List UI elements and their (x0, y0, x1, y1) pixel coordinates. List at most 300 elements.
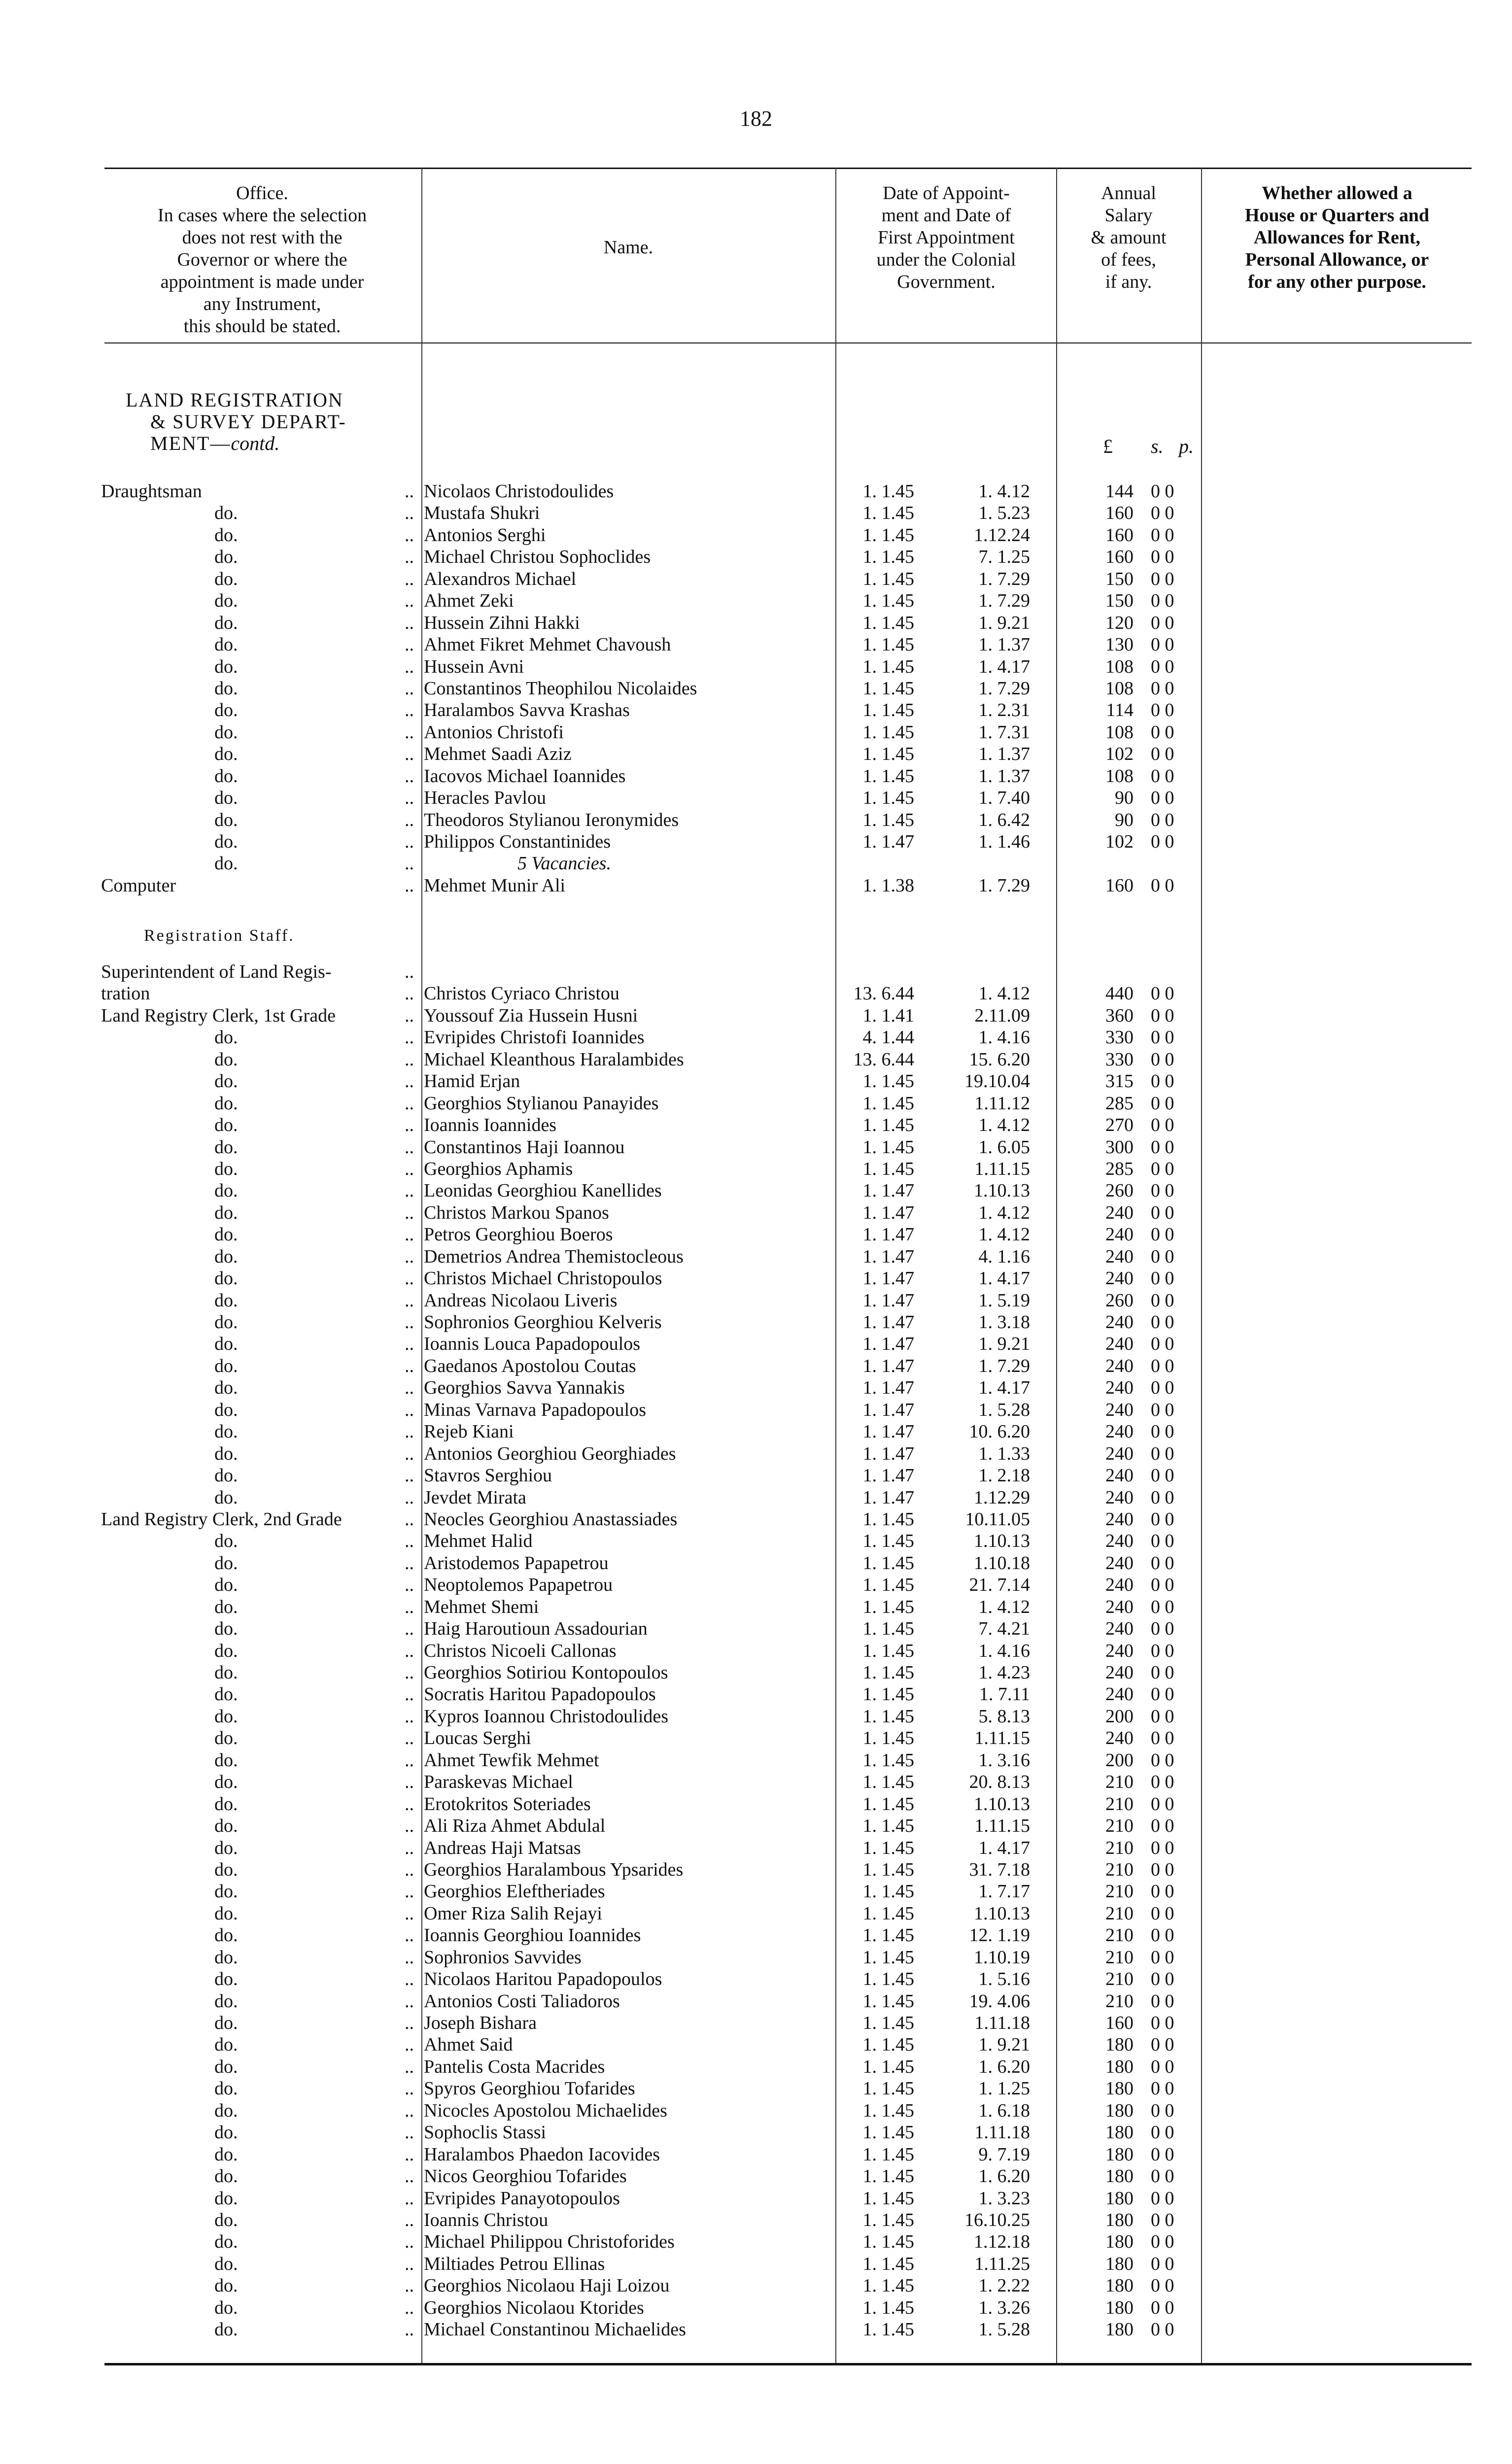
table-row (0, 1618, 1512, 1640)
table-row (0, 743, 1512, 765)
office-cell: do. (214, 1749, 238, 1771)
leader-dots: .. (405, 1706, 414, 1727)
office-cell: do. (214, 656, 238, 677)
name-cell: Antonios Costi Taliadoros (424, 1990, 620, 2012)
table-row (0, 1640, 1512, 1662)
name-cell: Michael Constantinou Michaelides (424, 2319, 686, 2340)
table-row (0, 2165, 1512, 2187)
name-cell: Ahmet Tewfik Mehmet (424, 1749, 599, 1771)
first-appointment-date-cell: 1. 4.12 (978, 1202, 1030, 1223)
name-cell: Neocles Georghiou Anastassiades (424, 1508, 678, 1530)
appointment-date-cell: 1. 1.45 (862, 1881, 914, 1902)
appointment-date-cell: 1. 1.47 (862, 1355, 914, 1376)
name-cell: Mehmet Halid (424, 1531, 533, 1552)
salary-pounds-cell: 240 (1105, 1399, 1134, 1420)
name-cell: Christos Michael Christopoulos (424, 1268, 662, 1289)
table-row (0, 568, 1512, 590)
table-row (0, 1093, 1512, 1114)
section-title-line: & SURVEY DEPART- (150, 411, 346, 433)
salary-shillings-pence-cell: 0 0 (1151, 1399, 1174, 1420)
office-cell: do. (214, 1706, 238, 1727)
salary-pounds-cell: 260 (1105, 1290, 1134, 1311)
leader-dots: .. (405, 1115, 414, 1136)
first-appointment-date-cell: 1. 6.42 (978, 809, 1030, 830)
salary-pounds-cell: 160 (1105, 875, 1134, 896)
salary-shillings-pence-cell: 0 0 (1151, 1531, 1174, 1552)
leader-dots: .. (405, 2013, 414, 2033)
name-cell: Sophronios Georghiou Kelveris (424, 1312, 662, 1333)
salary-pounds-cell: 210 (1105, 1903, 1134, 1924)
office-cell: do. (214, 568, 238, 589)
appointment-date-cell: 1. 1.45 (862, 787, 914, 809)
appointment-date-cell: 1. 1.45 (862, 2034, 914, 2055)
office-cell: do. (214, 1202, 238, 1223)
name-cell: Mustafa Shukri (424, 503, 540, 524)
first-appointment-date-cell: 20. 8.13 (969, 1772, 1030, 1793)
salary-shillings-pence-cell: 0 0 (1151, 2319, 1174, 2340)
appointment-date-cell: 1. 1.45 (862, 2144, 914, 2165)
appointment-date-cell: 1. 1.45 (862, 1071, 914, 1092)
name-cell: Iacovos Michael Ioannides (424, 765, 626, 787)
name-cell: Loucas Serghi (424, 1728, 531, 1749)
salary-pounds-cell: 240 (1105, 1487, 1134, 1508)
name-cell: Spyros Georghiou Tofarides (424, 2078, 635, 2099)
salary-shillings-pence-cell: 0 0 (1151, 700, 1174, 721)
salary-pounds-cell: 330 (1105, 1049, 1134, 1070)
table-row (0, 1049, 1512, 1070)
office-cell: do. (214, 1312, 238, 1333)
salary-pounds-cell: 315 (1105, 1071, 1134, 1092)
table-row (0, 2122, 1512, 2143)
office-cell: do. (214, 1268, 238, 1289)
salary-shillings-pence-cell: 0 0 (1151, 1749, 1174, 1771)
salary-pounds-cell: 210 (1105, 1990, 1134, 2012)
office-cell: do. (214, 2034, 238, 2055)
table-row (0, 1421, 1512, 1442)
salary-shillings-pence-cell: 0 0 (1151, 1552, 1174, 1574)
table-row (0, 1508, 1512, 1530)
salary-shillings-pence-cell: 0 0 (1151, 2013, 1174, 2033)
table-row (0, 2188, 1512, 2209)
leader-dots: .. (405, 744, 414, 765)
salary-pounds-cell: 285 (1105, 1093, 1134, 1114)
leader-dots: .. (405, 1421, 414, 1442)
name-cell: Ioannis Louca Papadopoulos (424, 1334, 641, 1355)
leader-dots: .. (405, 831, 414, 852)
first-appointment-date-cell: 1. 6.18 (978, 2100, 1030, 2121)
appointment-date-cell: 1. 1.45 (862, 1837, 914, 1858)
first-appointment-date-cell: 1. 2.31 (978, 700, 1030, 721)
appointment-date-cell: 1. 1.47 (862, 1312, 914, 1333)
salary-shillings-pence-cell: 0 0 (1151, 2144, 1174, 2165)
name-cell: Georghios Haralambous Ypsarides (424, 1859, 684, 1880)
appointment-date-cell: 13. 6.44 (853, 983, 914, 1004)
office-cell: do. (214, 2122, 238, 2143)
office-cell: do. (214, 1246, 238, 1267)
name-cell: Alexandros Michael (424, 568, 577, 589)
name-cell: Georghios Nicolaou Haji Loizou (424, 2275, 670, 2296)
table-row (0, 831, 1512, 853)
first-appointment-date-cell: 1. 7.11 (979, 1684, 1030, 1705)
name-cell: Nicolaos Christodoulides (424, 481, 614, 502)
leader-dots: .. (405, 1005, 414, 1026)
table-row (0, 853, 1512, 874)
first-appointment-date-cell: 1. 6.05 (978, 1136, 1030, 1158)
table-row (0, 1683, 1512, 1705)
first-appointment-date-cell: 1.10.18 (974, 1552, 1030, 1574)
appointment-date-cell: 1. 1.47 (862, 1246, 914, 1267)
salary-pounds-cell: 240 (1105, 1334, 1134, 1355)
first-appointment-date-cell: 1. 7.29 (978, 875, 1030, 896)
first-appointment-date-cell: 1. 2.22 (978, 2275, 1030, 2296)
first-appointment-date-cell: 10. 6.20 (969, 1421, 1030, 1442)
salary-pounds-cell: 144 (1105, 481, 1134, 502)
table-row (0, 1924, 1512, 1946)
section-title-line (126, 433, 346, 454)
table-row (0, 1552, 1512, 1574)
table-row (0, 590, 1512, 612)
salary-pounds-cell: 180 (1105, 2297, 1134, 2318)
appointment-date-cell: 1. 1.45 (862, 1093, 914, 1114)
page-number: 182 (740, 106, 772, 131)
salary-pounds-cell: 200 (1105, 1749, 1134, 1771)
office-cell: do. (214, 1049, 238, 1070)
office-cell: do. (214, 1115, 238, 1136)
salary-shillings-pence-cell: 0 0 (1151, 1990, 1174, 2012)
office-cell: do. (214, 2166, 238, 2187)
office-cell: do. (214, 1377, 238, 1399)
leader-dots: .. (405, 721, 414, 743)
header-salary-line: if any. (1105, 272, 1152, 292)
name-cell: Hussein Avni (424, 656, 524, 677)
name-cell: Sophoclis Stassi (424, 2122, 547, 2143)
salary-pounds-cell: 240 (1105, 1552, 1134, 1574)
name-cell: Omer Riza Salih Rejayi (424, 1903, 602, 1924)
salary-shillings-pence-cell: 0 0 (1151, 1312, 1174, 1333)
salary-shillings-pence-cell: 0 0 (1151, 1662, 1174, 1683)
salary-shillings-pence-cell: 0 0 (1151, 634, 1174, 655)
name-cell: Ahmet Zeki (424, 590, 514, 612)
header-office (104, 182, 420, 338)
salary-pounds-cell: 240 (1105, 1443, 1134, 1464)
office-cell: Computer (101, 875, 176, 896)
first-appointment-date-cell: 1.12.29 (974, 1487, 1030, 1508)
salary-shillings-pence-cell: 0 0 (1151, 1246, 1174, 1267)
office-cell: do. (214, 700, 238, 721)
salary-pounds-cell: 240 (1105, 1377, 1134, 1399)
salary-pounds-cell: 360 (1105, 1005, 1134, 1026)
office-cell: do. (214, 1531, 238, 1552)
first-appointment-date-cell: 1. 5.19 (978, 1290, 1030, 1311)
name-cell: Haig Haroutioun Assadourian (424, 1618, 648, 1640)
name-cell: Constantinos Theophilou Nicolaides (424, 678, 697, 699)
office-cell: do. (214, 2209, 238, 2230)
salary-pounds-cell: 180 (1105, 2275, 1134, 2296)
leader-dots: .. (405, 1925, 414, 1946)
vacancies-note: 5 Vacancies. (517, 853, 611, 874)
salary-pounds-cell: 210 (1105, 1947, 1134, 1968)
first-appointment-date-cell: 4. 1.16 (978, 1246, 1030, 1267)
first-appointment-date-cell: 1. 1.33 (978, 1443, 1030, 1464)
leader-dots: .. (405, 1990, 414, 2012)
salary-shillings-pence-cell: 0 0 (1151, 2122, 1174, 2143)
name-cell: Andreas Haji Matsas (424, 1837, 581, 1858)
leader-dots: .. (405, 1903, 414, 1924)
header-date-line: First Appointment (878, 227, 1015, 248)
salary-pounds-cell: 108 (1105, 765, 1134, 787)
salary-pounds-cell: 240 (1105, 1312, 1134, 1333)
leader-dots: .. (405, 1355, 414, 1376)
appointment-date-cell: 1. 1.45 (862, 2319, 914, 2340)
table-row (0, 1377, 1512, 1399)
first-appointment-date-cell: 1.10.19 (974, 1947, 1030, 1968)
leader-dots: .. (405, 590, 414, 612)
office-cell: do. (214, 1947, 238, 1968)
first-appointment-date-cell: 1. 6.20 (978, 2166, 1030, 2187)
office-cell: Land Registry Clerk, 1st Grade (101, 1005, 336, 1026)
currency-pence: p. (1179, 435, 1194, 457)
office-cell: do. (214, 1684, 238, 1705)
office-cell: Draughtsman (101, 481, 202, 502)
salary-pounds-cell: 240 (1105, 1640, 1134, 1661)
salary-pounds-cell: 180 (1105, 2188, 1134, 2209)
header-date-line: under the Colonial (876, 249, 1016, 270)
first-appointment-date-cell: 1.11.15 (974, 1158, 1030, 1179)
salary-shillings-pence-cell: 0 0 (1151, 1487, 1174, 1508)
salary-pounds-cell: 240 (1105, 1268, 1134, 1289)
office-cell: do. (214, 2253, 238, 2274)
salary-pounds-cell: 180 (1105, 2253, 1134, 2274)
name-cell: Georghios Nicolaou Ktorides (424, 2297, 644, 2318)
first-appointment-date-cell: 12. 1.19 (969, 1925, 1030, 1946)
salary-shillings-pence-cell: 0 0 (1151, 1071, 1174, 1092)
salary-pounds-cell: 240 (1105, 1465, 1134, 1486)
office-cell: do. (214, 1158, 238, 1179)
appointment-date-cell: 1. 1.45 (862, 721, 914, 743)
first-appointment-date-cell: 1.10.13 (974, 1531, 1030, 1552)
salary-pounds-cell: 240 (1105, 1355, 1134, 1376)
first-appointment-date-cell: 1. 4.12 (978, 1596, 1030, 1617)
table-row (0, 1990, 1512, 2012)
salary-shillings-pence-cell: 0 0 (1151, 1684, 1174, 1705)
leader-dots: .. (405, 1093, 414, 1114)
office-cell: Land Registry Clerk, 2nd Grade (101, 1508, 342, 1530)
name-cell: Hussein Zihni Hakki (424, 612, 580, 633)
salary-shillings-pence-cell: 0 0 (1151, 2078, 1174, 2099)
appointment-date-cell: 1. 1.45 (862, 2166, 914, 2187)
leader-dots: .. (405, 2100, 414, 2121)
header-allowances (1203, 182, 1472, 293)
table-row (0, 1837, 1512, 1859)
header-office-line: does not rest with the (182, 227, 343, 248)
table-row (0, 1859, 1512, 1881)
leader-dots: .. (405, 1749, 414, 1771)
name-cell: Antonios Serghi (424, 524, 546, 546)
header-date (838, 182, 1055, 293)
first-appointment-date-cell: 10.11.05 (965, 1508, 1030, 1530)
appointment-date-cell: 1. 1.45 (862, 1749, 914, 1771)
salary-shillings-pence-cell: 0 0 (1151, 744, 1174, 765)
leader-dots: .. (405, 1443, 414, 1464)
name-cell: Antonios Georghiou Georghiades (424, 1443, 676, 1464)
office-cell: do. (214, 524, 238, 546)
first-appointment-date-cell: 1. 3.26 (978, 2297, 1030, 2318)
table-row (0, 1267, 1512, 1289)
leader-dots: .. (405, 1618, 414, 1640)
appointment-date-cell: 1. 1.45 (862, 1552, 914, 1574)
first-appointment-date-cell: 1. 5.28 (978, 1399, 1030, 1420)
draughtsmen-table (0, 480, 1512, 896)
header-allowances-line: Personal Allowance, or (1245, 249, 1429, 270)
appointment-date-cell: 1. 1.45 (862, 2188, 914, 2209)
salary-shillings-pence-cell: 0 0 (1151, 503, 1174, 524)
name-cell: Christos Markou Spanos (424, 1202, 609, 1223)
appointment-date-cell: 1. 1.45 (862, 744, 914, 765)
salary-shillings-pence-cell: 0 0 (1151, 2253, 1174, 2274)
first-appointment-date-cell: 7. 4.21 (978, 1618, 1030, 1640)
salary-shillings-pence-cell: 0 0 (1151, 1706, 1174, 1727)
salary-shillings-pence-cell: 0 0 (1151, 1903, 1174, 1924)
appointment-date-cell: 1. 1.45 (862, 2100, 914, 2121)
table-row (0, 2100, 1512, 2122)
office-cell: do. (214, 2297, 238, 2318)
first-appointment-date-cell: 1. 4.17 (978, 1837, 1030, 1858)
first-appointment-date-cell: 1.12.18 (974, 2231, 1030, 2253)
name-cell: Mehmet Shemi (424, 1596, 539, 1617)
office-cell: do. (214, 1990, 238, 2012)
table-row (0, 2253, 1512, 2275)
salary-shillings-pence-cell: 0 0 (1151, 1443, 1174, 1464)
first-appointment-date-cell: 16.10.25 (964, 2209, 1030, 2230)
first-appointment-date-cell: 1. 4.12 (978, 1115, 1030, 1136)
table-row (0, 634, 1512, 655)
salary-pounds-cell: 160 (1105, 547, 1134, 568)
registration-staff-heading: Registration Staff. (144, 926, 295, 945)
name-cell: Rejeb Kiani (424, 1421, 514, 1442)
leader-dots: .. (405, 1574, 414, 1596)
salary-pounds-cell: 180 (1105, 2034, 1134, 2055)
name-cell: Paraskevas Michael (424, 1772, 573, 1793)
salary-shillings-pence-cell: 0 0 (1151, 1837, 1174, 1858)
appointment-date-cell: 1. 1.47 (862, 831, 914, 852)
salary-pounds-cell: 240 (1105, 1531, 1134, 1552)
header-allowances-line: for any other purpose. (1248, 272, 1426, 292)
first-appointment-date-cell: 1.11.15 (974, 1815, 1030, 1837)
table-row (0, 2012, 1512, 2034)
salary-pounds-cell: 240 (1105, 1246, 1134, 1267)
office-cell: do. (214, 765, 238, 787)
salary-pounds-cell: 108 (1105, 721, 1134, 743)
salary-pounds-cell: 210 (1105, 1793, 1134, 1814)
salary-shillings-pence-cell: 0 0 (1151, 2034, 1174, 2055)
name-cell: Ioannis Christou (424, 2209, 549, 2230)
office-cell: do. (214, 1487, 238, 1508)
salary-pounds-cell: 210 (1105, 1925, 1134, 1946)
name-cell: Stavros Serghiou (424, 1465, 552, 1486)
table-row (0, 1596, 1512, 1618)
office-cell: do. (214, 787, 238, 809)
salary-shillings-pence-cell: 0 0 (1151, 2209, 1174, 2230)
first-appointment-date-cell: 1. 9.21 (978, 2034, 1030, 2055)
leader-dots: .. (405, 1728, 414, 1749)
leader-dots: .. (405, 1180, 414, 1201)
header-allowances-line: Whether allowed a (1262, 183, 1412, 204)
table-row (0, 524, 1512, 546)
salary-shillings-pence-cell: 0 0 (1151, 809, 1174, 830)
salary-shillings-pence-cell: 0 0 (1151, 1969, 1174, 1990)
name-cell: Pantelis Costa Macrides (424, 2056, 605, 2077)
salary-pounds-cell: 160 (1105, 2013, 1134, 2033)
first-appointment-date-cell: 1. 1.37 (978, 744, 1030, 765)
appointment-date-cell: 1. 1.45 (862, 1990, 914, 2012)
leader-dots: .. (405, 2166, 414, 2187)
name-cell: Theodoros Stylianou Ieronymides (424, 809, 679, 830)
first-appointment-date-cell: 1. 7.17 (978, 1881, 1030, 1902)
name-cell: Ali Riza Ahmet Abdulal (424, 1815, 606, 1837)
salary-shillings-pence-cell: 0 0 (1151, 875, 1174, 896)
office-cell: do. (214, 1552, 238, 1574)
salary-pounds-cell: 102 (1105, 744, 1134, 765)
name-cell: Petros Georghiou Boeros (424, 1224, 613, 1245)
first-appointment-date-cell: 15. 6.20 (969, 1049, 1030, 1070)
table-row (0, 2078, 1512, 2099)
office-cell: do. (214, 590, 238, 612)
table-row (0, 961, 1512, 983)
office-cell: do. (214, 1618, 238, 1640)
name-cell: Constantinos Haji Ioannou (424, 1136, 625, 1158)
office-cell: do. (214, 831, 238, 852)
office-cell: do. (214, 1793, 238, 1814)
first-appointment-date-cell: 1. 7.29 (978, 590, 1030, 612)
first-appointment-date-cell: 1. 7.29 (978, 568, 1030, 589)
appointment-date-cell: 1. 1.45 (862, 1815, 914, 1837)
salary-pounds-cell: 240 (1105, 1618, 1134, 1640)
first-appointment-date-cell: 1. 4.16 (978, 1640, 1030, 1661)
table-row (0, 1465, 1512, 1486)
name-cell: Kypros Ioannou Christodoulides (424, 1706, 669, 1727)
salary-shillings-pence-cell: 0 0 (1151, 1334, 1174, 1355)
first-appointment-date-cell: 1. 2.18 (978, 1465, 1030, 1486)
first-appointment-date-cell: 1. 9.21 (978, 1334, 1030, 1355)
table-row (0, 1443, 1512, 1465)
first-appointment-date-cell: 1. 9.21 (978, 612, 1030, 633)
salary-pounds-cell: 285 (1105, 1158, 1134, 1179)
salary-shillings-pence-cell: 0 0 (1151, 2297, 1174, 2318)
leader-dots: .. (405, 1859, 414, 1880)
table-row (0, 1333, 1512, 1355)
leader-dots: .. (405, 787, 414, 809)
leader-dots: .. (405, 503, 414, 524)
table-row (0, 1202, 1512, 1224)
leader-dots: .. (405, 524, 414, 546)
salary-pounds-cell: 180 (1105, 2056, 1134, 2077)
leader-dots: .. (405, 700, 414, 721)
appointment-date-cell: 1. 1.45 (862, 1574, 914, 1596)
appointment-date-cell: 1. 1.45 (862, 1618, 914, 1640)
appointment-date-cell: 1. 1.45 (862, 1925, 914, 1946)
appointment-date-cell: 1. 1.45 (862, 634, 914, 655)
appointment-date-cell: 1. 1.45 (862, 1531, 914, 1552)
salary-shillings-pence-cell: 0 0 (1151, 2188, 1174, 2209)
salary-pounds-cell: 330 (1105, 1027, 1134, 1048)
leader-dots: .. (405, 961, 414, 982)
first-appointment-date-cell: 9. 7.19 (978, 2144, 1030, 2165)
name-cell: Mehmet Saadi Aziz (424, 744, 572, 765)
salary-shillings-pence-cell: 0 0 (1151, 612, 1174, 633)
first-appointment-date-cell: 1. 1.37 (978, 765, 1030, 787)
table-row (0, 1530, 1512, 1552)
leader-dots: .. (405, 1224, 414, 1245)
